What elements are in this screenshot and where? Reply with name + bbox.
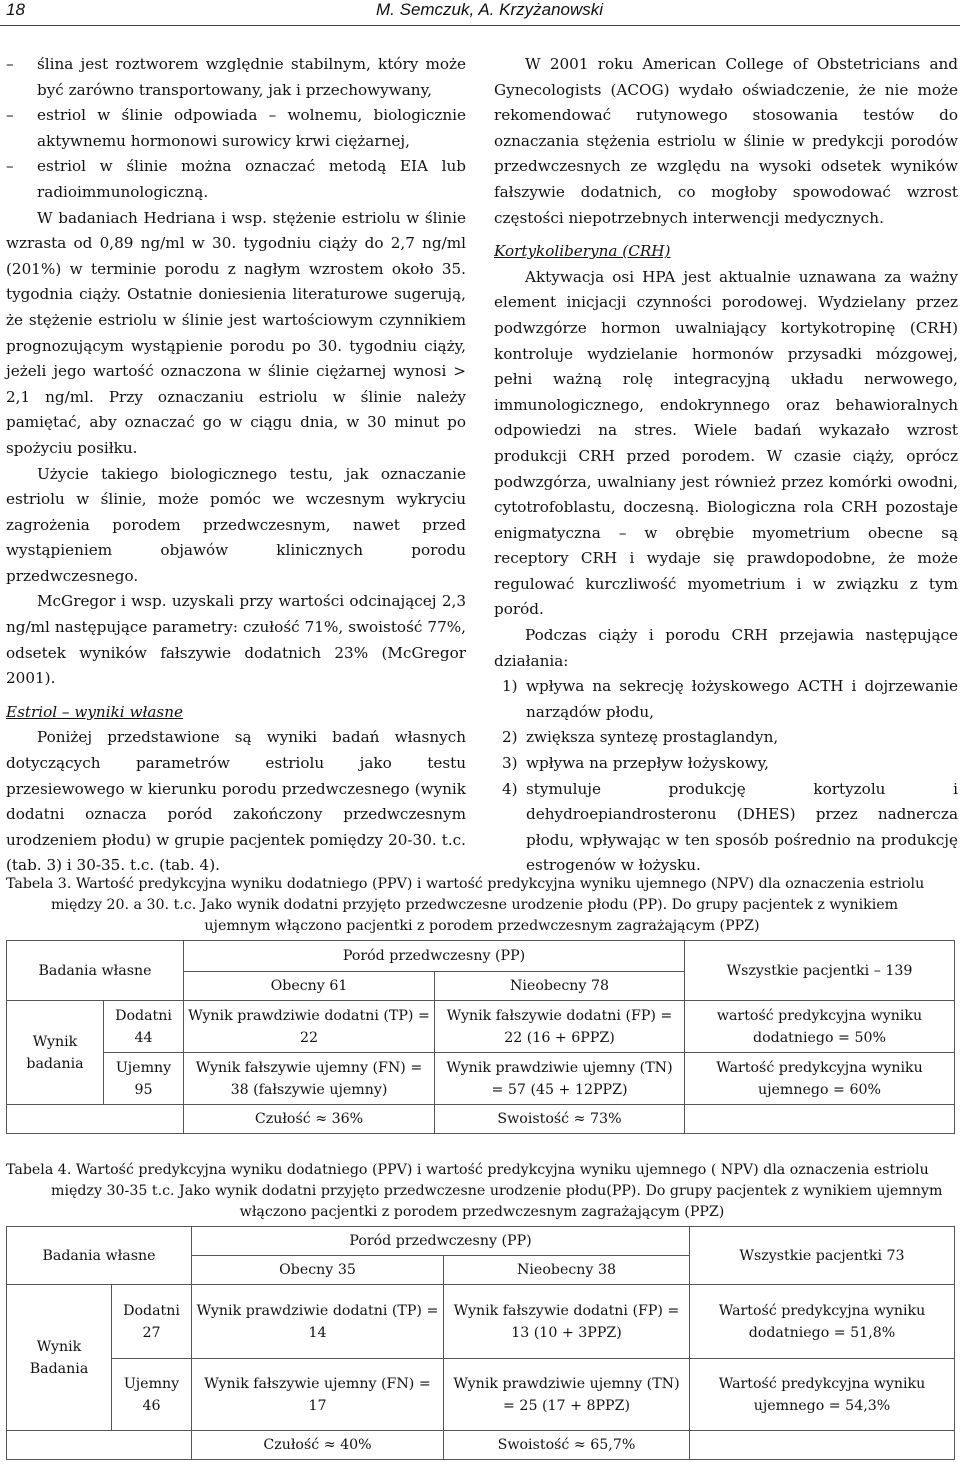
section-title-crh: Kortykoliberyna (CRH)	[494, 242, 671, 261]
cell-dodatni: Dodatni 44	[104, 1001, 184, 1053]
running-header-authors: M. Semczuk, A. Krzyżanowski	[376, 0, 604, 19]
dash-marker: –	[6, 55, 14, 73]
cell-tp: Wynik prawdziwie dodatni (TP) = 22	[184, 1001, 435, 1053]
cell-porod: Poród przedwczesny (PP)	[184, 941, 685, 972]
table-row	[7, 1001, 955, 1053]
header-rule	[0, 25, 960, 26]
cell-badania-wlasne: Badania własne	[7, 1227, 192, 1285]
cell-ppv: Wartość predykcyjna wyniku dodatniego = 51,8%	[690, 1285, 955, 1359]
cell-empty	[685, 1105, 955, 1134]
table4-caption: Tabela 4. Wartość predykcyjna wyniku dodatniego (PPV) i wartość predykcyjna wyniku ujemnego ( NPV) dla oznaczenia estriolu między 30-35 t.c. Jako wynik dodatni przyjęto przedwczesne urodzenie płodu(PP). Do grupy pacjentek z wynikiem ujemnym włączono pacjentki z porodem przedwczesnym zagrażającym (PPZ)	[6, 1162, 943, 1220]
cell-ujemny: Ujemny 95	[104, 1053, 184, 1105]
table-row	[7, 1285, 955, 1359]
section-title-estriol: Estriol – wyniki własne	[6, 702, 183, 721]
cell-swoistosc: Swoistość ≈ 73%	[435, 1105, 685, 1134]
cell-badania-wlasne: Badania własne	[7, 941, 184, 1001]
table3-caption: Tabela 3. Wartość predykcyjna wyniku dodatniego (PPV) i wartość predykcyjna wyniku ujemnego (NPV) dla oznaczenia estriolu między 20. a 30. t.c. Jako wynik dodatni przyjęto przedwczesne urodzenie płodu (PP). Do grupy pacjentek z wynikiem ujemnym włączono pacjentki z porodem przedwczesnym zagrażającym (PPZ)	[6, 876, 925, 934]
list-item: 2) zwiększa syntezę prostaglandyn,	[502, 728, 779, 747]
cell-npv: Wartość predykcyjna wyniku ujemnego = 60%	[685, 1053, 955, 1105]
left-column	[6, 52, 466, 879]
cell-ppv: wartość predykcyjna wyniku dodatniego = 50%	[685, 1001, 955, 1053]
bullet-item: – estriol w ślinie odpowiada – wolnemu, biologicznie aktywnemu hormonowi surowicy krwi ciężarnej,	[6, 103, 466, 154]
page-number: 18	[6, 0, 25, 19]
table-row	[7, 1227, 955, 1256]
list-item: 1) wpływa na sekrecję łożyskowego ACTH i dojrzewanie narządów płodu,	[502, 677, 958, 721]
table4	[6, 1226, 955, 1460]
cell-obecny: Obecny 35	[192, 1256, 444, 1285]
running-header	[6, 0, 954, 22]
table3	[6, 940, 955, 1134]
cell-swoistosc: Swoistość ≈ 65,7%	[444, 1431, 690, 1460]
cell-obecny: Obecny 61	[184, 972, 435, 1001]
dash-marker: –	[6, 157, 14, 176]
cell-dodatni: Dodatni 27	[112, 1285, 192, 1359]
cell-porod: Poród przedwczesny (PP)	[192, 1227, 690, 1256]
paragraph-acog: W 2001 roku American College of Obstetricians and Gynecologists (ACOG) wydało oświadczenie, że nie może rekomendować rutynowego stosowania testów do oznaczania stężenia estriolu w ślinie w predykcji porodów przedwczesnych ze względu na wysoki odsetek wyników fałszywie dodatnich, co mogłoby spowodować wzrost częstości niepotrzebnych interwencji medycznych.	[494, 55, 958, 227]
cell-empty	[7, 1431, 192, 1460]
right-column	[494, 52, 958, 879]
paragraph-own-results: Poniżej przedstawione są wyniki badań własnych dotyczących parametrów estriolu jako testu przesiewowego w kierunku porodu przedwczesnego (wynik dodatni oznacza poród zakończony przedwczesnym urodzeniem płodu) w grupie pacjentek pomiędzy 20-30. t.c. (tab. 3) i 30-35. t.c. (tab. 4).	[6, 728, 466, 875]
cell-nieobecny: Nieobecny 38	[444, 1256, 690, 1285]
list-item: 4) stymuluje produkcję kortyzolu i dehydroepiandrosteronu (DHES) przez nadnercza płodu, wpływając w ten sposób pośrednio na produkcję estrogenów w łożysku.	[502, 779, 958, 875]
cell-wynik-badania: Wynik badania	[7, 1001, 104, 1105]
cell-czulosc: Czułość ≈ 40%	[192, 1431, 444, 1460]
cell-fp: Wynik fałszywie dodatni (FP) = 13 (10 + 3PPZ)	[444, 1285, 690, 1359]
cell-wynik-badania: Wynik Badania	[7, 1285, 112, 1431]
cell-tn: Wynik prawdziwie ujemny (TN) = 57 (45 + 12PPZ)	[435, 1053, 685, 1105]
cell-ujemny: Ujemny 46	[112, 1359, 192, 1431]
table-row	[7, 1431, 955, 1460]
cell-czulosc: Czułość ≈ 36%	[184, 1105, 435, 1134]
cell-empty	[7, 1105, 184, 1134]
paragraph-crh-actions: Podczas ciąży i porodu CRH przejawia następujące działania:	[494, 626, 958, 670]
paragraph-mcgregor: McGregor i wsp. uzyskali przy wartości odcinającej 2,3 ng/ml następujące parametry: czułość 71%, swoistość 77%, odsetek wyników fałszywie dodatnich 23% (McGregor 2001).	[6, 592, 466, 688]
cell-empty	[690, 1431, 955, 1460]
cell-tp: Wynik prawdziwie dodatni (TP) = 14	[192, 1285, 444, 1359]
paragraph-hedrian: W badaniach Hedriana i wsp. stężenie estriolu w ślinie wzrasta od 0,89 ng/ml w 30. tygodniu ciąży do 2,7 ng/ml (201%) w terminie porodu z nagłym wzrostem około 35. tygodnia ciąży. Ostatnie doniesienia literaturowe sugerują, że stężenie estriolu w ślinie jest wartościowym czynnikiem prognozującym wystąpienie porodu po 30. tygodniu ciąży, jeżeli jego wartość oznaczona w ślinie ciężarnej wynosi > 2,1 ng/ml. Przy oznaczaniu estriolu w ślinie należy pamiętać, aby oznaczać go w ciągu dnia, w 30 minut po spożyciu posiłku.	[6, 208, 466, 457]
dash-marker: –	[6, 106, 14, 125]
bullet-item: – ślina jest roztworem względnie stabilnym, który może być zarówno transportowany, jak i przechowywany,	[6, 52, 466, 103]
table-row	[7, 941, 955, 972]
cell-wszystkie: Wszystkie pacjentki – 139	[685, 941, 955, 1001]
table-row	[7, 1105, 955, 1134]
cell-wszystkie: Wszystkie pacjentki 73	[690, 1227, 955, 1285]
list-item: 3) wpływa na przepływ łożyskowy,	[502, 754, 769, 773]
cell-nieobecny: Nieobecny 78	[435, 972, 685, 1001]
paragraph-crh: Aktywacja osi HPA jest aktualnie uznawana za ważny element inicjacji czynności porodowej. Wydzielany przez podwzgórze hormon uwalniający kortykotropinę (CRH) kontroluje wydzielanie hormonów przysadki mózgowej, pełni ważną rolę integracyjną układu nerwowego, immunologicznego, endokrynnego oraz behawioralnych odpowiedzi na stres. Wiele badań wykazało wzrost produkcji CRH przed porodem. W czasie ciąży, oprócz podwzgórza, uwalniany jest również przez komórki owodni, cytotrofoblastu, doczesną. Biologiczna rola CRH pozostaje enigmatyczna – w obrębie myometrium obecne są receptory CRH i wydaje się prawdopodobne, że może regulować kurczliwość myometrium i w związku z tym poród.	[494, 267, 958, 619]
cell-npv: Wartość predykcyjna wyniku ujemnego = 54,3%	[690, 1359, 955, 1431]
cell-fn: Wynik fałszywie ujemny (FN) = 17	[192, 1359, 444, 1431]
cell-tn: Wynik prawdziwie ujemny (TN) = 25 (17 + 8PPZ)	[444, 1359, 690, 1431]
paragraph-usage: Użycie takiego biologicznego testu, jak oznaczanie estriolu w ślinie, może pomóc we wczesnym wykryciu zagrożenia porodem przedwczesnym, nawet przed wystąpieniem objawów klinicznych porodu przedwczesnego.	[6, 464, 466, 585]
bullet-item: – estriol w ślinie można oznaczać metodą EIA lub radioimmunologiczną.	[6, 154, 466, 205]
cell-fn: Wynik fałszywie ujemny (FN) = 38 (fałszywie ujemny)	[184, 1053, 435, 1105]
table-row	[7, 1053, 955, 1105]
cell-fp: Wynik fałszywie dodatni (FP) = 22 (16 + 6PPZ)	[435, 1001, 685, 1053]
table-row	[7, 1359, 955, 1431]
